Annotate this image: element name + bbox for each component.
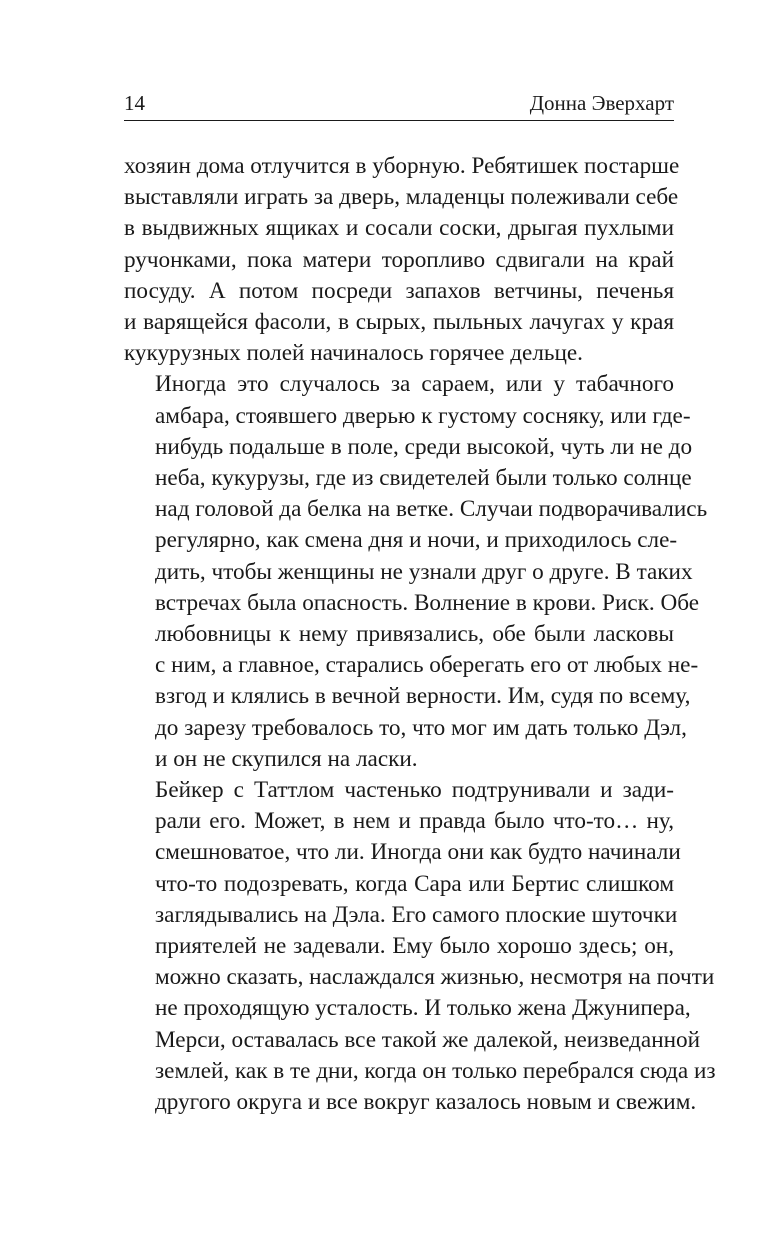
text-line: нибудь подальше в поле, среди высокой, чуть ли не до [155, 433, 693, 460]
text-line: посуду. А потом посреди запахов ветчины, печенья [124, 277, 674, 304]
text-line: с ним, а главное, старались оберегать его от любых не- [155, 652, 699, 679]
header-rule [124, 120, 674, 121]
text-line: неба, кукурузы, где из свидетелей были только солнце [155, 465, 692, 492]
book-page [124, 0, 716, 1240]
text-line: выставляли играть за дверь, младенцы полеживали себе [124, 184, 679, 211]
running-head-author: Донна Эверхарт [529, 91, 674, 115]
paragraph [124, 369, 708, 775]
text-line: рали его. Может, в нем и правда было что-то… ну, [155, 808, 674, 835]
text-line: дить, чтобы женщины не узнали друг о друге. В таких [155, 558, 693, 585]
text-line: другого округа и все вокруг казалось новым и свежим. [155, 1089, 697, 1116]
text-line: до зарезу требовалось то, что мог им дать только Дэл, [155, 714, 687, 741]
text-line: что-то подозревать, когда Сара или Бертис слишком [155, 870, 674, 897]
text-line: кукурузных полей начиналось горячее дельце. [124, 340, 583, 367]
text-line: над головой да белка на ветке. Случаи подворачивались [155, 496, 708, 523]
text-line: и варящейся фасоли, в сырых, пыльных лачугах у края [124, 309, 674, 336]
text-line: в выдвижных ящиках и сосали соски, дрыгая пухлыми [124, 215, 674, 242]
text-line: взгод и клялись в вечной верности. Им, судя по всему, [155, 683, 691, 710]
page-number: 14 [124, 91, 145, 115]
paragraph [124, 775, 716, 1118]
text-line: приятелей не задевали. Ему было хорошо здесь; он, [155, 933, 674, 960]
text-line: любовницы к нему привязались, обе были ласковы [155, 621, 674, 648]
text-line: встречах была опасность. Волнение в крови. Риск. Обе [155, 589, 700, 616]
running-head [124, 88, 674, 118]
text-line: Иногда это случалось за сараем, или у табачного [155, 371, 674, 398]
text-line: регулярно, как смена дня и ночи, и приходилось сле- [155, 527, 678, 554]
text-line: амбара, стоявшего дверью к густому сосняку, или где- [155, 402, 691, 429]
text-line: не проходящую усталость. И только жена Джунипера, [155, 995, 691, 1022]
text-line: ручонками, пока матери торопливо сдвигали на край [124, 246, 674, 273]
text-line: землей, как в те дни, когда он только перебрался сюда из [155, 1057, 716, 1084]
text-line: хозяин дома отлучится в уборную. Ребятишек постарше [124, 153, 680, 179]
text-line: Бейкер с Таттлом частенько подтрунивали и зади- [155, 777, 674, 804]
paragraph [124, 151, 680, 369]
text-line: и он не скупился на ласки. [155, 745, 418, 772]
text-line: можно сказать, наслаждался жизнью, несмотря на почти [155, 964, 715, 991]
text-line: Мерси, оставалась все такой же далекой, неизведанной [155, 1026, 701, 1053]
text-line: заглядывались на Дэла. Его самого плоские шуточки [155, 901, 678, 928]
body-text [124, 151, 716, 1118]
text-line: смешноватое, что ли. Иногда они как будто начинали [155, 839, 681, 866]
